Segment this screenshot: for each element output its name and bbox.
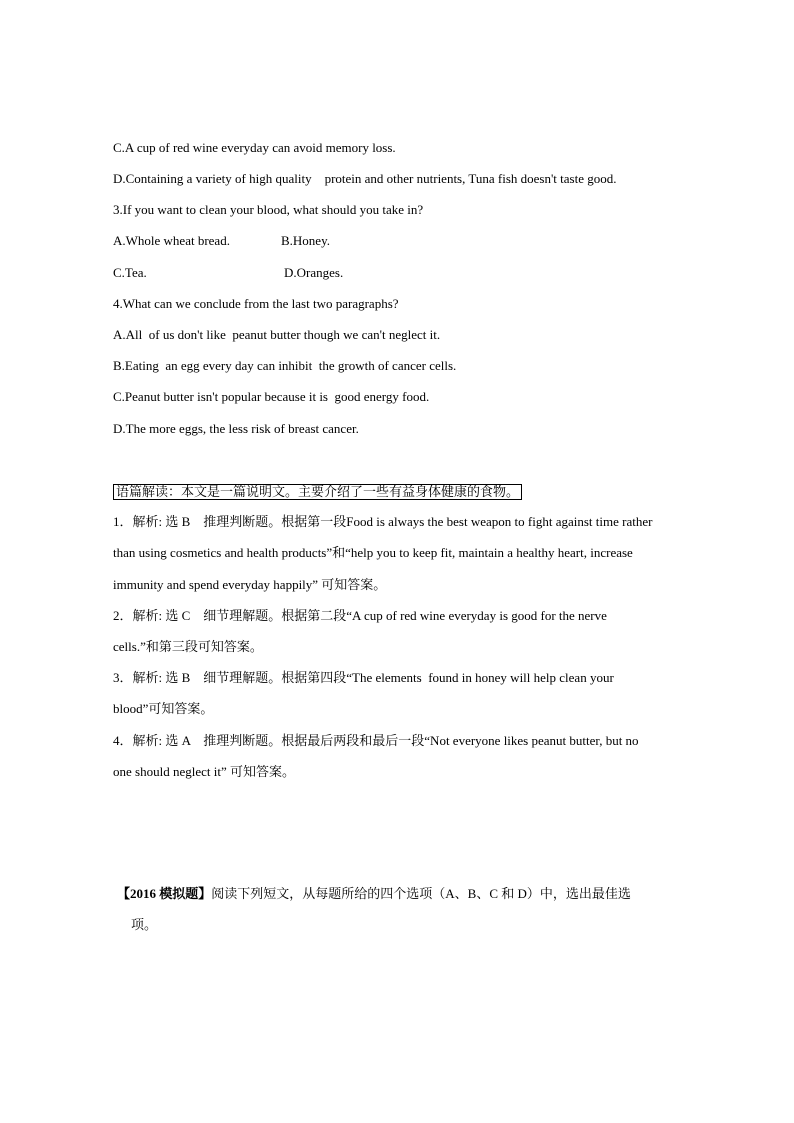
q4-option-b: B.Eating an egg every day can inhibit the growth of cancer cells.: [113, 358, 457, 373]
q3-option-a: A.Whole wheat bread.: [113, 233, 230, 248]
analysis-3-line-2: blood”可知答案。: [113, 701, 214, 716]
intro-line-1: [117, 886, 631, 902]
q3-stem: 3.If you want to clean your blood, what should you take in?: [113, 202, 424, 217]
analysis-1-line-3: immunity and spend everyday happily” 可知答案。: [113, 577, 387, 592]
q4-option-d: D.The more eggs, the less risk of breast cancer.: [113, 421, 359, 436]
section-tag: 【2016 模拟题】: [117, 886, 212, 901]
analysis-1-line-2: than using cosmetics and health products”和“help you to keep fit, maintain a healthy heart, increase: [113, 545, 633, 560]
q4-option-a: A.All of us don't like peanut butter though we can't neglect it.: [113, 327, 441, 342]
q3-option-d: D.Oranges.: [284, 265, 344, 280]
q3-option-c: C.Tea.: [113, 265, 147, 280]
intro-line-2: 项。: [131, 917, 158, 932]
analysis-3-line-1: 3．解析: 选 B 细节理解题。根据第四段“The elements found in honey will help clean your: [113, 670, 614, 685]
analysis-2-line-2: cells.”和第三段可知答案。: [113, 639, 263, 654]
q2-option-c: C.A cup of red wine everyday can avoid memory loss.: [113, 140, 396, 155]
q2-option-d: D.Containing a variety of high quality protein and other nutrients, Tuna fish doesn't taste good.: [113, 171, 617, 186]
analysis-4-line-1: 4．解析: 选 A 推理判断题。根据最后两段和最后一段“Not everyone likes peanut butter, but no: [113, 733, 639, 748]
section-instruction: 阅读下列短文，从每题所给的四个选项（A、B、C 和 D）中，选出最佳选: [211, 886, 631, 901]
analysis-1-line-1: 1．解析: 选 B 推理判断题。根据第一段Food is always the best weapon to fight against time rather: [113, 514, 653, 529]
q4-stem: 4.What can we conclude from the last two paragraphs?: [113, 296, 399, 311]
analysis-2-line-1: 2．解析: 选 C 细节理解题。根据第二段“A cup of red wine everyday is good for the nerve: [113, 608, 607, 623]
analysis-4-line-2: one should neglect it” 可知答案。: [113, 764, 295, 779]
q3-option-b: B.Honey.: [281, 233, 330, 248]
passage-summary-box: 语篇解读：本文是一篇说明文。主要介绍了一些有益身体健康的食物。: [113, 484, 522, 500]
q4-option-c: C.Peanut butter isn't popular because it is good energy food.: [113, 389, 430, 404]
